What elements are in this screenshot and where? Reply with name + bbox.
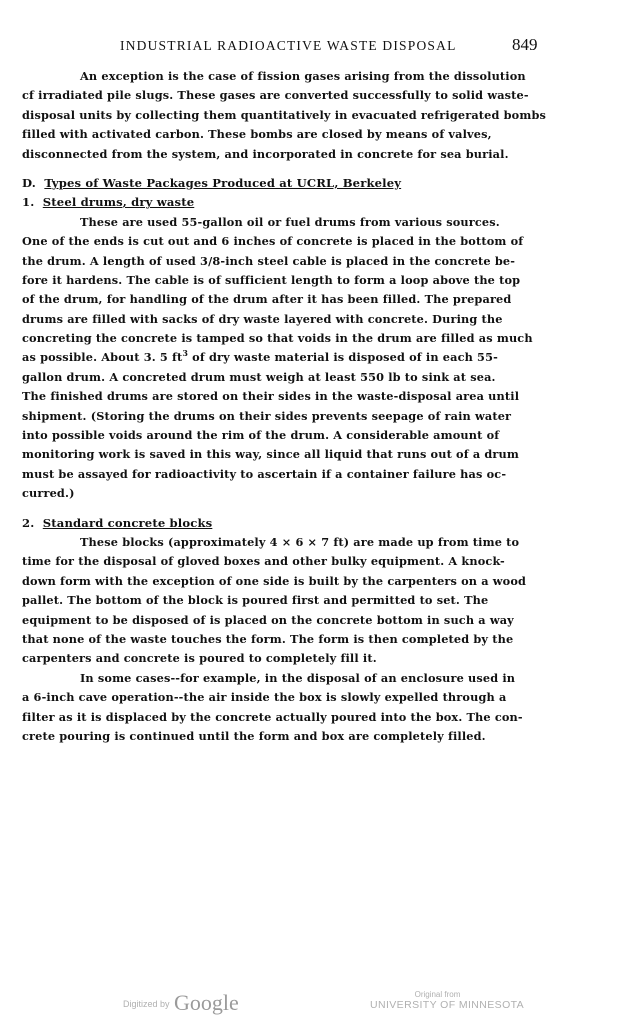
item1-line: One of the ends is cut out and 6 inches of concrete is placed in the bottom of [22, 234, 524, 249]
item1-line: of the drum, for handling of the drum after it has been filled. The prepared [22, 292, 512, 307]
item1-line: The finished drums are stored on their sides in the waste-disposal area until [22, 389, 520, 404]
item1-line: must be assayed for radioactivity to ascertain if a container failure has oc- [22, 466, 507, 481]
original-from-label: Original from [414, 990, 461, 999]
superscript: 3 [182, 348, 189, 359]
page-number: 849 [512, 35, 538, 54]
section-label: D. [22, 175, 36, 190]
item1-line: shipment. (Storing the drums on their sides prevents seepage of rain water [22, 408, 512, 423]
section-title: Types of Waste Packages Produced at UCRL, Berkeley [44, 175, 402, 190]
google-logo: Google [173, 990, 239, 1015]
intro-line: disconnected from the system, and incorporated in concrete for sea burial. [22, 146, 509, 161]
item2-line: crete pouring is continued until the form and box are completely filled. [22, 728, 486, 743]
item2-line: filter as it is displaced by the concrete actually poured into the box. The con- [22, 709, 523, 724]
running-title: INDUSTRIAL RADIOACTIVE WASTE DISPOSAL [120, 38, 457, 53]
intro-line: An exception is the case of fission gases arising from the dissolution [80, 69, 526, 83]
item2-line: down form with the exception of one side is built by the carpenters on a wood [22, 573, 527, 588]
item2-line: carpenters and concrete is poured to completely fill it. [22, 651, 377, 666]
item-heading-2 [22, 514, 554, 533]
intro-line: filled with activated carbon. These bombs are closed by means of valves, [22, 127, 492, 142]
item2-line: time for the disposal of gloved boxes and other bulky equipment. A knock- [22, 554, 505, 569]
item2-line: equipment to be disposed of is placed on the concrete bottom in such a way [22, 612, 514, 627]
item2-line: In some cases--for example, in the disposal of an enclosure used in [80, 670, 516, 685]
item1-line: fore it hardens. The cable is of sufficient length to form a loop above the top [22, 272, 521, 287]
item1-line: gallon drum. A concreted drum must weigh at least 550 lb to sink at sea. [22, 369, 496, 384]
item1-line: monitoring work is saved in this way, since all liquid that runs out of a drum [22, 447, 519, 462]
item-number: 1. [22, 195, 35, 210]
item1-line: These are used 55-gallon oil or fuel drums from various sources. [80, 214, 500, 229]
item-heading-1 [22, 193, 554, 212]
item1-line: curred.) [22, 486, 75, 501]
digitized-by-label: Digitized by [123, 999, 170, 1009]
item1-line: drums are filled with sacks of dry waste layered with concrete. During the [22, 311, 503, 326]
item1-line: the drum. A length of used 3/8-inch steel cable is placed in the concrete be- [22, 253, 516, 268]
item1-line: as possible. About 3. 5 $ft^3$ of dry waste material is disposed of in each 55- [22, 348, 498, 365]
item2-line: These blocks (approximately 4 × 6 × 7 ft) are made up from time to [80, 534, 520, 549]
item-title: Steel drums, dry waste [42, 195, 195, 210]
section-heading-d [22, 174, 554, 193]
document-body [22, 67, 554, 746]
university-label: UNIVERSITY OF MINNESOTA [370, 999, 525, 1011]
original-from [370, 990, 525, 1011]
item-number: 2. [22, 515, 35, 530]
item1-line: concreting the concrete is tamped so that voids in the drum are filled as much [22, 331, 533, 346]
item2-line: a 6-inch cave operation--the air inside the box is slowly expelled through a [22, 690, 507, 705]
digitized-by-google [123, 990, 239, 1016]
item-title: Standard concrete blocks [42, 515, 213, 530]
item2-line: that none of the waste touches the form. The form is then completed by the [22, 631, 514, 646]
item2-line: pallet. The bottom of the block is poured first and permitted to set. The [22, 593, 489, 608]
item1-line: into possible voids around the rim of the drum. A considerable amount of [22, 428, 500, 443]
intro-line: cf irradiated pile slugs. These gases are converted successfully to solid waste- [22, 88, 529, 103]
intro-line: disposal units by collecting them quantitatively in evacuated refrigerated bombs [22, 107, 547, 122]
